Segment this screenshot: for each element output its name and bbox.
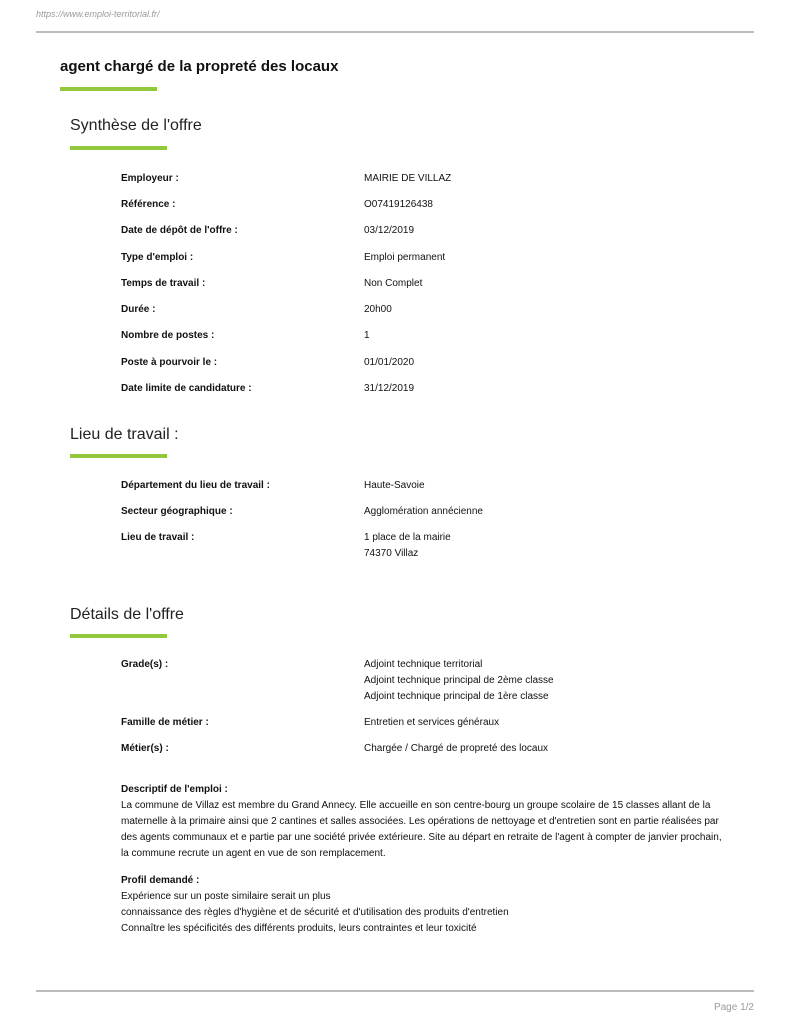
- descriptif-text: La commune de Villaz est membre du Grand Annecy. Elle accueille en son centre-bourg un groupe scolaire de 15 classes allant de la maternelle à la primaire ainsi que 2 cantines et salles associées. Les opérations de nettoyage et d'entretien sont en partie réalisées par des agents communaux et e partie par une société privée extérieure. Site au départ en retraite de l'agent à compter de janvier prochain, la commune recrute un agent en vue de son remplacement.: [121, 800, 722, 859]
- section-title-lieu: Lieu de travail :: [70, 426, 179, 443]
- field-label: Date limite de candidature :: [121, 383, 252, 394]
- field-value: 03/12/2019: [364, 225, 415, 236]
- header-divider: [36, 31, 754, 33]
- profil-line: Expérience sur un poste similaire serait un plus: [121, 891, 331, 902]
- field-label: Nombre de postes :: [121, 330, 215, 341]
- profil-demande: [121, 873, 726, 937]
- field-value: [364, 657, 554, 705]
- field-value: 1: [364, 330, 370, 341]
- field-label: Département du lieu de travail :: [121, 480, 270, 491]
- address-line: 1 place de la mairie: [364, 532, 451, 543]
- field-label: Durée :: [121, 304, 156, 315]
- field-value: 31/12/2019: [364, 383, 415, 394]
- section-title-details: Détails de l'offre: [70, 606, 184, 623]
- page-number: Page 1/2: [713, 1002, 754, 1013]
- grade-line: Adjoint technique principal de 1ère classe: [364, 691, 549, 702]
- field-label: Grade(s) :: [121, 659, 169, 670]
- descriptif-emploi: [121, 782, 726, 862]
- field-value: [364, 530, 451, 562]
- grade-line: Adjoint technique territorial: [364, 659, 483, 670]
- footer-divider: [36, 990, 754, 992]
- profil-label: Profil demandé :: [121, 875, 200, 886]
- field-value: Agglomération annécienne: [364, 506, 483, 517]
- section-title-synthese: Synthèse de l'offre: [70, 117, 202, 134]
- field-value: Emploi permanent: [364, 252, 446, 263]
- section-underline-synthese: [70, 146, 167, 150]
- address-line: 74370 Villaz: [364, 548, 419, 559]
- profil-line: Connaître les spécificités des différents produits, leurs contraintes et leur toxicité: [121, 923, 477, 934]
- field-label: Employeur :: [121, 173, 179, 184]
- field-value: O07419126438: [364, 199, 433, 210]
- descriptif-label: Descriptif de l'emploi :: [121, 784, 228, 795]
- field-label: Poste à pourvoir le :: [121, 357, 218, 368]
- field-value: Chargée / Chargé de propreté des locaux: [364, 743, 549, 754]
- field-label: Temps de travail :: [121, 278, 206, 289]
- grade-line: Adjoint technique principal de 2ème classe: [364, 675, 554, 686]
- field-value: 01/01/2020: [364, 357, 415, 368]
- field-label: Secteur géographique :: [121, 506, 233, 517]
- job-title: agent chargé de la propreté des locaux: [60, 58, 339, 75]
- field-value: Entretien et services généraux: [364, 717, 500, 728]
- section-underline-lieu: [70, 454, 167, 458]
- field-value: 20h00: [364, 304, 392, 315]
- section-underline-details: [70, 634, 167, 638]
- field-label: Lieu de travail :: [121, 532, 195, 543]
- field-label: Date de dépôt de l'offre :: [121, 225, 238, 236]
- source-url[interactable]: https://www.emploi-territorial.fr/: [36, 9, 160, 19]
- field-value: Non Complet: [364, 278, 423, 289]
- field-label: Type d'emploi :: [121, 252, 194, 263]
- field-value: Haute-Savoie: [364, 480, 425, 491]
- field-label: Famille de métier :: [121, 717, 209, 728]
- job-title-underline: [60, 87, 157, 91]
- field-label: Référence :: [121, 199, 176, 210]
- field-value: MAIRIE DE VILLAZ: [364, 173, 452, 184]
- profil-line: connaissance des règles d'hygiène et de sécurité et d'utilisation des produits d'entretien: [121, 907, 509, 918]
- field-label: Métier(s) :: [121, 743, 169, 754]
